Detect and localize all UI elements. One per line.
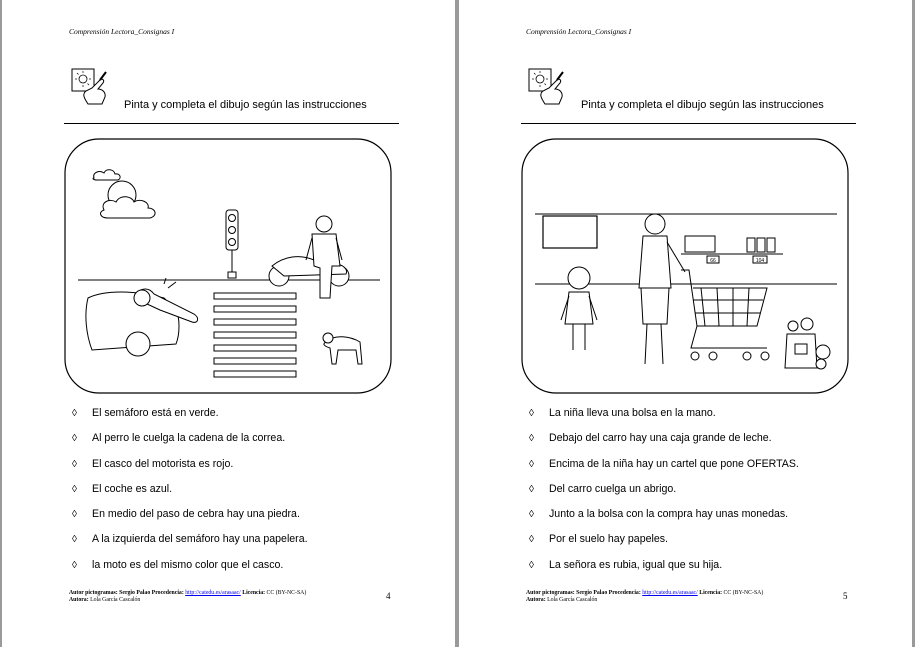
bullet-icon: ◊ bbox=[529, 559, 534, 571]
hand-coloring-icon bbox=[527, 66, 567, 106]
list-item: ◊ Junto a la bolsa con la compra hay unas monedas. bbox=[529, 508, 789, 521]
bullet-icon: ◊ bbox=[72, 509, 77, 521]
bullet-icon: ◊ bbox=[529, 433, 534, 445]
street-scene-illustration bbox=[64, 138, 392, 394]
list-item: ◊ Del carro cuelga un abrigo. bbox=[529, 482, 677, 495]
list-item: ◊ En medio del paso de cebra hay una piedra. bbox=[72, 508, 300, 521]
divider bbox=[64, 123, 399, 124]
list-item: ◊ A la izquierda del semáforo hay una papelera. bbox=[72, 533, 308, 546]
page-number: 4 bbox=[386, 591, 391, 601]
list-item: ◊ La niña lleva una bolsa en la mano. bbox=[529, 407, 716, 419]
page-5 bbox=[459, 0, 912, 647]
credits: Autor pictogramas: Sergio Palao Procedencia: http://catedu.es/arasaac/ Licencia: CC (BY-NC-SA) Autora: Lola García Cascalón bbox=[69, 590, 307, 604]
bullet-icon: ◊ bbox=[72, 408, 77, 419]
instruction-text: Pinta y completa el dibujo según las instrucciones bbox=[581, 99, 824, 111]
list-item: ◊ El coche es azul. bbox=[72, 482, 173, 495]
hand-coloring-icon bbox=[70, 66, 110, 106]
bullet-icon: ◊ bbox=[72, 559, 77, 571]
list-item: ◊ El casco del motorista es rojo. bbox=[72, 457, 234, 470]
page-4 bbox=[2, 0, 455, 647]
credits: Autor pictogramas: Sergio Palao Procedencia: http://catedu.es/arasaac/ Licencia: CC (BY-NC-SA) Autora: Lola García Cascalón bbox=[526, 590, 764, 604]
bullet-icon: ◊ bbox=[529, 458, 534, 470]
price-tag: 66 bbox=[710, 258, 716, 264]
instruction-text: Pinta y completa el dibujo según las instrucciones bbox=[124, 99, 367, 111]
instruction-list bbox=[72, 407, 308, 584]
bullet-icon: ◊ bbox=[529, 483, 534, 495]
instruction-list bbox=[529, 407, 799, 584]
list-item: ◊ Al perro le cuelga la cadena de la correa. bbox=[72, 432, 286, 445]
price-tag: 104 bbox=[755, 258, 765, 264]
empty-sign-box bbox=[543, 216, 597, 248]
source-link[interactable]: http://catedu.es/arasaac/ bbox=[642, 590, 698, 596]
zebra-crossing bbox=[214, 293, 296, 377]
page-header: Comprensión Lectora_Consignas I bbox=[526, 27, 632, 36]
source-link[interactable]: http://catedu.es/arasaac/ bbox=[185, 590, 241, 596]
page-number: 5 bbox=[843, 591, 848, 601]
bullet-icon: ◊ bbox=[72, 433, 77, 445]
list-item: ◊ Debajo del carro hay una caja grande de leche. bbox=[529, 432, 772, 445]
bullet-icon: ◊ bbox=[72, 483, 77, 495]
divider bbox=[521, 123, 856, 124]
list-item: ◊ El semáforo está en verde. bbox=[72, 407, 219, 419]
bullet-icon: ◊ bbox=[529, 509, 534, 521]
list-item: ◊ la moto es del mismo color que el casco. bbox=[72, 558, 284, 571]
bullet-icon: ◊ bbox=[529, 408, 534, 419]
supermarket-scene-illustration bbox=[521, 138, 849, 394]
list-item: ◊ Por el suelo hay papeles. bbox=[529, 533, 668, 546]
bullet-icon: ◊ bbox=[72, 534, 77, 546]
list-item: ◊ La señora es rubia, igual que su hija. bbox=[529, 558, 723, 571]
bullet-icon: ◊ bbox=[72, 458, 77, 470]
list-item: ◊ Encima de la niña hay un cartel que pone OFERTAS. bbox=[529, 457, 799, 470]
bullet-icon: ◊ bbox=[529, 534, 534, 546]
page-header: Comprensión Lectora_Consignas I bbox=[69, 27, 175, 36]
